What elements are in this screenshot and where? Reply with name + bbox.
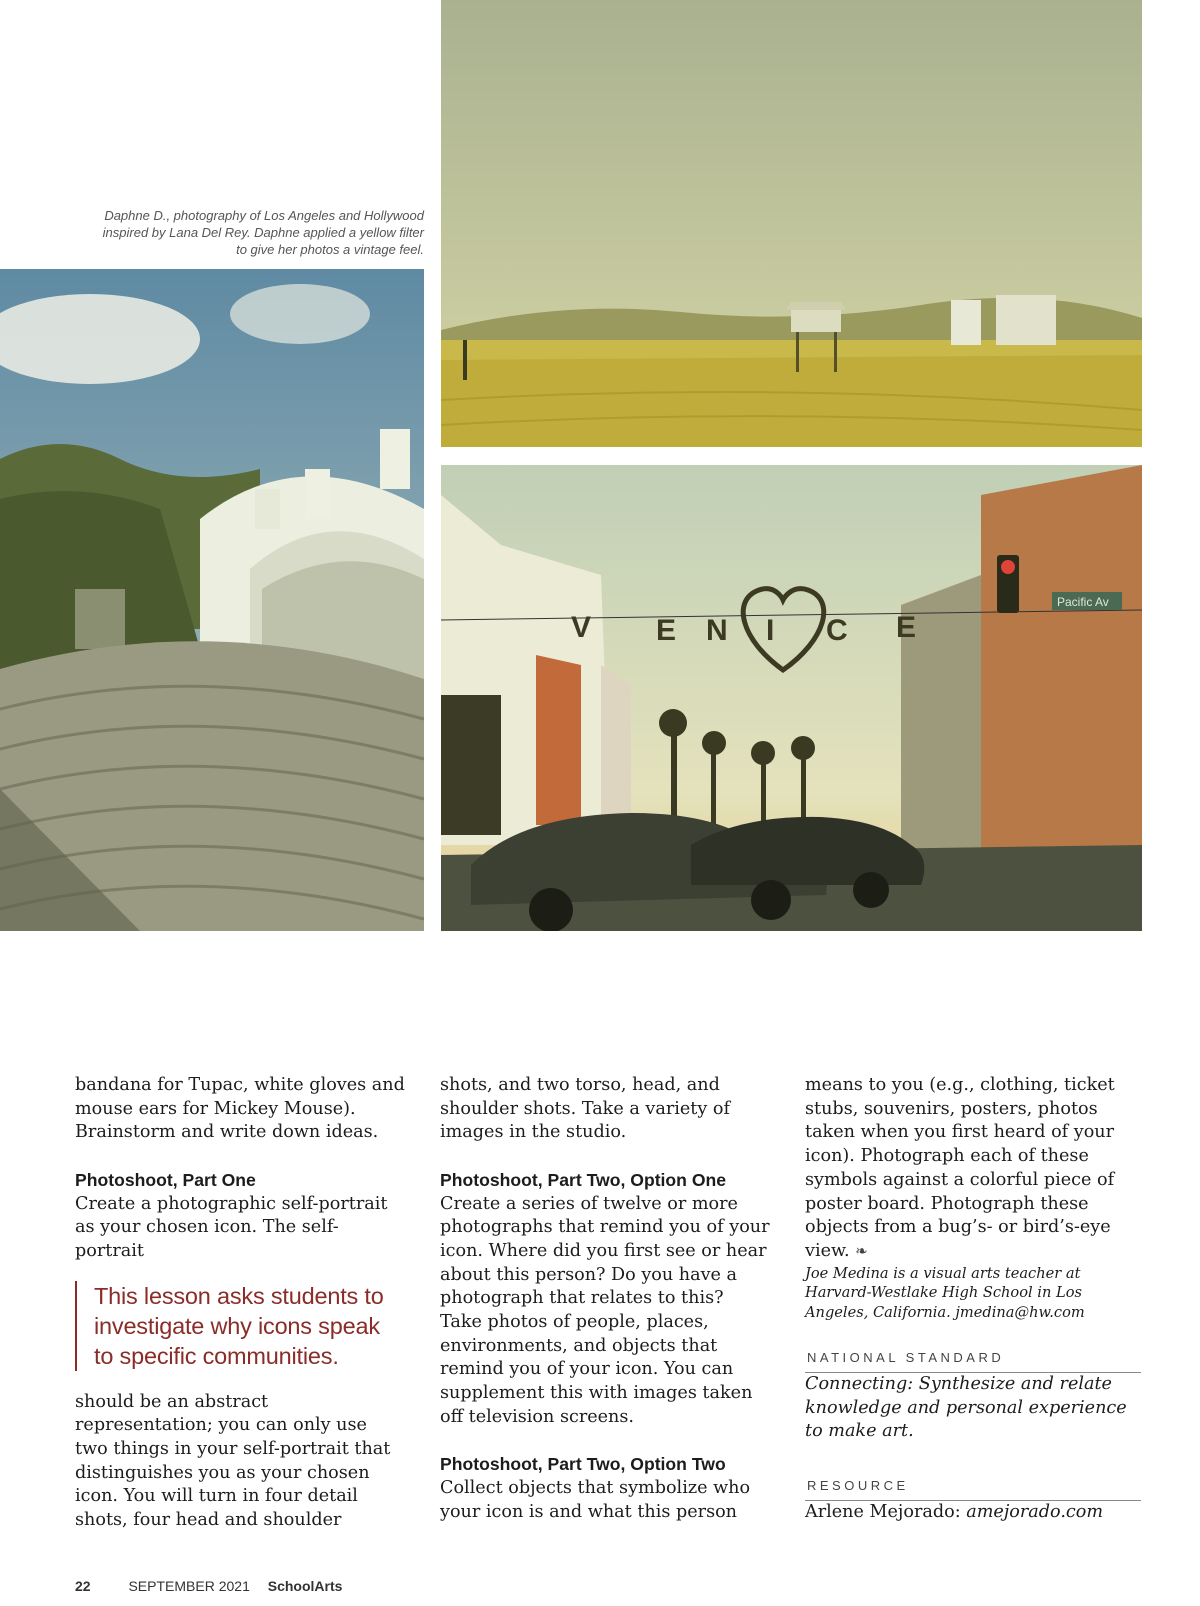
venice-letter: C [826, 614, 848, 647]
end-mark-icon: ❧ [855, 1241, 868, 1260]
text-column-1 [75, 1074, 405, 1533]
paragraph: Collect objects that symbolize who your icon is and what this person [440, 1477, 751, 1522]
paragraph: Create a photographic self-portrait as your chosen icon. The self-portrait [75, 1193, 388, 1261]
venice-letter: I [766, 614, 775, 647]
magazine-name: SchoolArts [267, 1578, 343, 1594]
text-column-3 [805, 1074, 1141, 1524]
resource-name: Arlene Mejorado: [805, 1501, 967, 1522]
section-heading: Photoshoot, Part Two, Option One [440, 1169, 727, 1190]
resource-link[interactable]: amejorado.com [966, 1501, 1104, 1522]
venice-letter: V [571, 611, 592, 644]
venice-letter: N [706, 614, 728, 647]
paragraph: bandana for Tupac, white gloves and mouse ears for Mickey Mouse). Brainstorm and write down ideas. [75, 1075, 405, 1143]
resource-label: RESOURCE [805, 1474, 1141, 1501]
issue-date: SEPTEMBER 2021 [128, 1578, 250, 1594]
street-sign: Pacific Av [1057, 595, 1109, 609]
venice-letter: E [896, 611, 917, 644]
paragraph-text: means to you (e.g., clothing, ticket stubs, souvenirs, posters, photos taken when you first heard of your icon). Photograph each of these symbols against a colorful piece of poster board. Photograph these objects from a bug’s- or bird’s-eye view. [805, 1075, 1115, 1261]
resource-entry [805, 1501, 1141, 1525]
paragraph: Create a series of twelve or more photographs that remind you of your icon. Where did you first see or hear about this person? Do you have a photograph that relates to this? Take photos of people, places, environments, and objects that remind you of your icon. You can supplement this with images taken off television screens. [440, 1193, 770, 1427]
paragraph [805, 1074, 1141, 1264]
section-heading: Photoshoot, Part Two, Option Two [440, 1454, 726, 1475]
national-standard-label: NATIONAL STANDARD [805, 1346, 1141, 1373]
photo-hollywood-bowl [0, 269, 424, 931]
paragraph: should be an abstract representation; you can only use two things in your self-portrait that distinguishes you as your chosen icon. You will turn in four detail shots, four head and shoulder [75, 1391, 391, 1531]
page-footer [75, 1578, 342, 1594]
photo-beach [441, 0, 1142, 447]
text-column-2 [440, 1074, 770, 1524]
paragraph: shots, and two torso, head, and shoulder shots. Take a variety of images in the studio. [440, 1075, 731, 1143]
section-heading: Photoshoot, Part One [75, 1169, 256, 1190]
photo-caption: Daphne D., photography of Los Angeles and Hollywood inspired by Lana Del Rey. Daphne applied a yellow filter to give her photos a vintage feel. [102, 208, 424, 257]
author-bio: Joe Medina is a visual arts teacher at Harvard-Westlake High School in Los Angeles, California. jmedina@hw.com [805, 1264, 1085, 1321]
photo-venice [441, 465, 1142, 931]
pull-quote: This lesson asks students to investigate why icons speak to specific communities. [75, 1281, 405, 1371]
national-standard-text: Connecting: Synthesize and relate knowledge and personal experience to make art. [805, 1373, 1127, 1442]
venice-letter: E [656, 614, 677, 647]
page-number: 22 [75, 1578, 91, 1594]
